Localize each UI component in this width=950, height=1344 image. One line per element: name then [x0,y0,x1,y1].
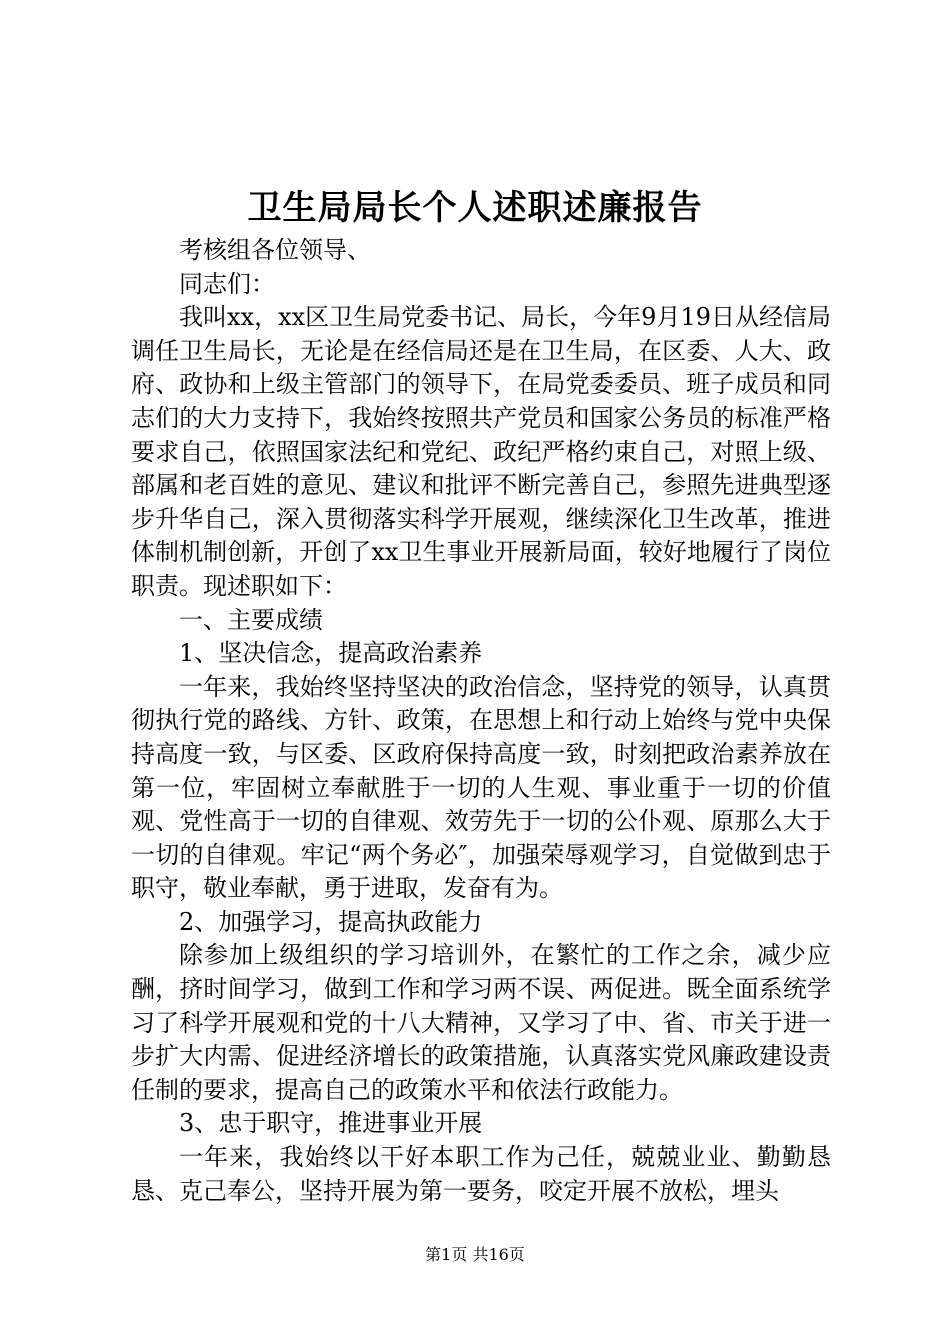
paragraph-introduction: 我叫xx，xx区卫生局党委书记、局长，今年9月19日从经信局调任卫生局长，无论是在经信局还是在卫生局，在区委、人大、政府、政协和上级主管部门的领导下，在局党委委员、班子成员和同志们的大力支持下，我始终按照共产党员和国家公务员的标准严格要求自己，依照国家法纪和党纪、政纪严格约束自己，对照上级、部属和老百姓的意见、建议和批评不断完善自己，参照先进典型逐步升华自己，深入贯彻落实科学开展观，继续深化卫生改革，推进体制机制创新，开创了xx卫生事业开展新局面，较好地履行了岗位职责。现述职如下： [131,303,831,600]
subheading-political-belief: 1、坚决信念，提高政治素养 [179,639,483,668]
document-body [131,234,831,1208]
page-number-footer: 第1页 共16页 [425,1245,525,1264]
paragraph-salutation-2: 同志们： [179,269,275,298]
paragraph-study: 除参加上级组织的学习培训外，在繁忙的工作之余，减少应酬，挤时间学习，做到工作和学习两不误、两促进。既全面系统学习了科学开展观和党的十八大精神，又学习了中、省、市关于进一步扩大内需、促进经济增长的政策措施，认真落实党风廉政建设责任制的要求，提高自己的政策水平和依法行政能力。 [131,941,831,1104]
paragraph-duty: 一年来，我始终以干好本职工作为己任，兢兢业业、勤勤恳恳、克己奉公，坚持开展为第一要务，咬定开展不放松，埋头 [131,1143,831,1205]
paragraph-political-belief: 一年来，我始终坚持坚决的政治信念，坚持党的领导，认真贯彻执行党的路线、方针、政策，在思想上和行动上始终与党中央保持高度一致，与区委、区政府保持高度一致，时刻把政治素养放在第一位，牢固树立奉献胜于一切的人生观、事业重于一切的价值观、党性高于一切的自律观、效劳先于一切的公仆观、原那么大于一切的自律观。牢记“两个务必″，加强荣辱观学习，自觉做到忠于职守，敬业奉献，勇于进取，发奋有为。 [131,672,831,903]
subheading-study: 2、加强学习，提高执政能力 [179,907,483,936]
document-title: 卫生局局长个人述职述廉报告 [247,188,703,228]
subheading-duty: 3、忠于职守，推进事业开展 [179,1109,483,1138]
paragraph-salutation-1: 考核组各位领导、 [179,236,371,264]
section-heading-achievements: 一、主要成绩 [179,605,323,634]
